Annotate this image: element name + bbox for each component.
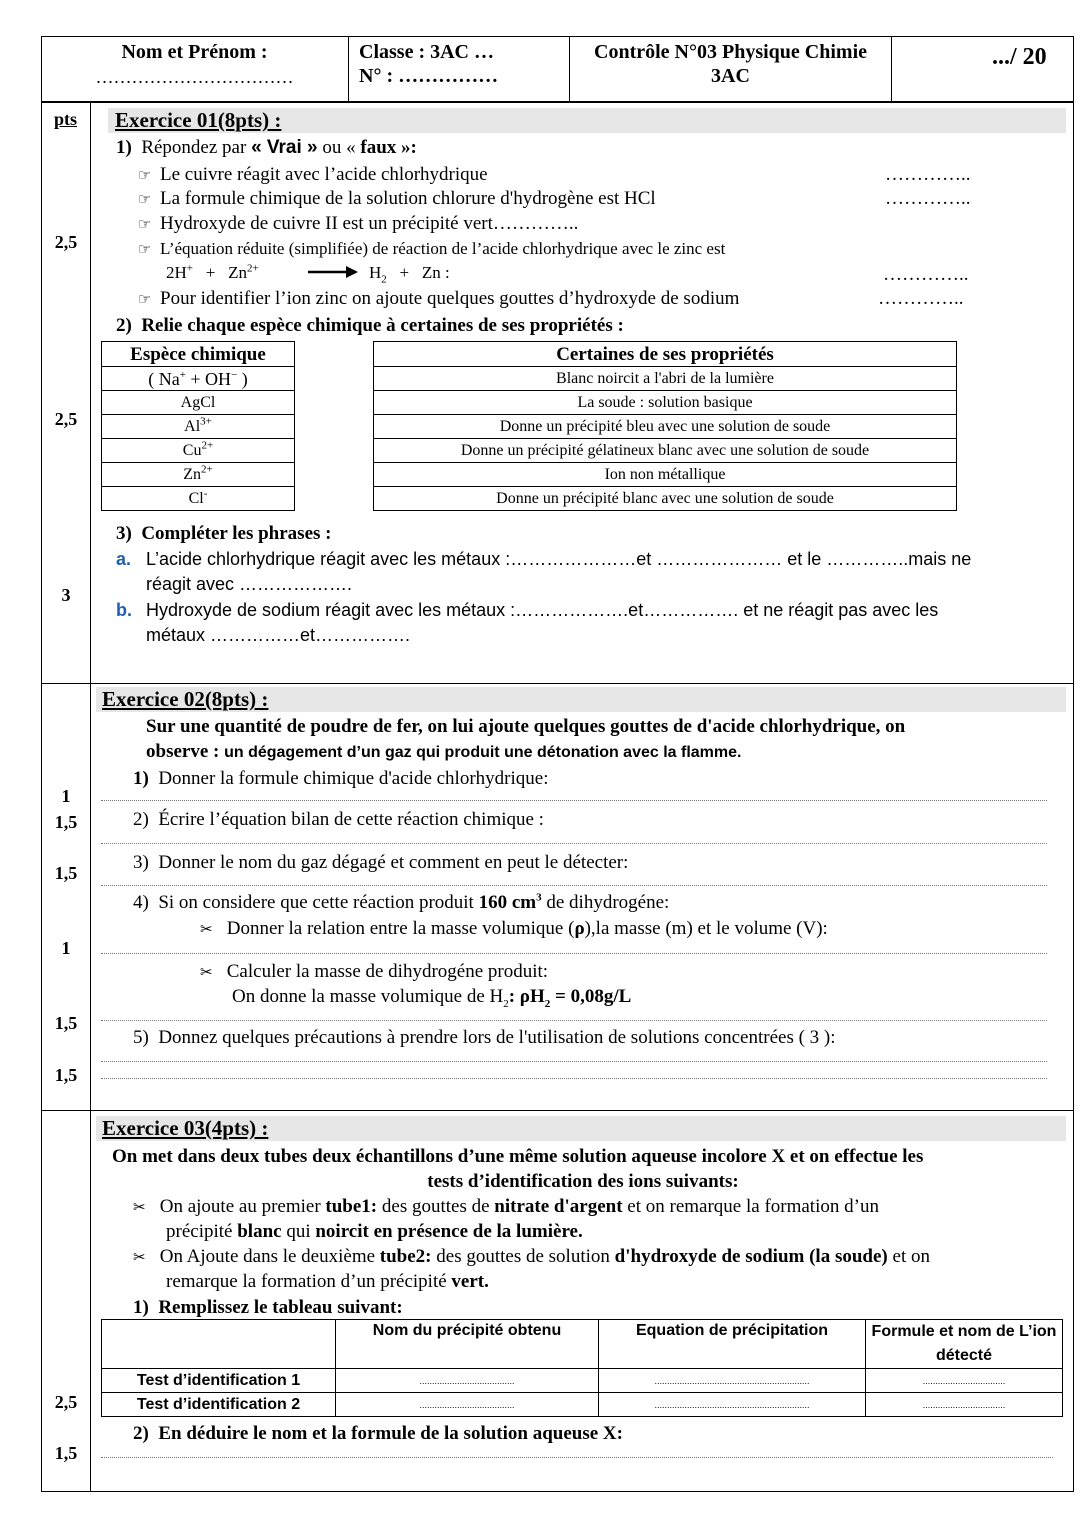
statement-2: ☞ La formule chimique de la solution chlorure d'hydrogène est HCl — [138, 188, 656, 209]
cell-input[interactable]: ...................................... — [336, 1393, 599, 1417]
ex2-q4-data: On donne la masse volumique de $H_2$: $\rho H_2 = 0,08g/L$ — [232, 986, 632, 1010]
points-ex2-q2: 1,5 — [54, 812, 78, 832]
ex2-q4-sub2: ✂ Calculer la masse de dihydrogéne produit: — [200, 961, 549, 982]
properties-header: Certaines de ses propriétés — [374, 342, 957, 367]
answer-4[interactable]: ………….. — [883, 264, 969, 285]
name-field[interactable]: …………………………… — [95, 67, 294, 87]
points-ex2-q4b: 1,5 — [54, 1013, 78, 1033]
table-corner — [102, 1320, 336, 1369]
ex1-q3a: a. L’acide chlorhydrique réagit avec les métaux :…………………et ………………… et le …………..mais ne — [116, 549, 972, 569]
answer-line[interactable] — [101, 885, 1047, 886]
equation-line: 2H+ + $Zn^{2+}$ — [166, 262, 259, 282]
points-ex2-q4a: 1 — [61, 938, 71, 958]
scissors-icon: ✂ — [200, 963, 213, 981]
cell-input[interactable]: .............................................................. — [599, 1393, 866, 1417]
points-ex2-q5: 1,5 — [54, 1065, 78, 1085]
name-cell — [41, 36, 349, 102]
statement-5: ☞ Pour identifier l’ion zinc on ajoute quelques gouttes d’hydroxyde de sodium — [138, 288, 740, 309]
col-header-ion: Formule et nom de L’ion détecté — [866, 1320, 1063, 1369]
answer-line[interactable] — [101, 1020, 1047, 1021]
hand-pointing-icon: ☞ — [138, 240, 152, 258]
equation-products: $H_2$ + Zn : — [369, 263, 450, 286]
cell-input[interactable]: ...................................... — [336, 1369, 599, 1393]
property-cell[interactable]: Ion non métallique — [374, 463, 957, 487]
points-header: pts — [54, 109, 78, 129]
property-cell[interactable]: Blanc noircit a l'abri de la lumière — [374, 367, 957, 391]
answer-5[interactable]: ………….. — [878, 288, 964, 309]
property-cell[interactable]: Donne un précipité bleu avec une solution de soude — [374, 415, 957, 439]
ex2-intro-2: observe : un dégagement d’un gaz qui produit une détonation avec la flamme. — [146, 741, 742, 762]
scissors-icon: ✂ — [133, 1248, 146, 1266]
statement-1: ☞ Le cuivre réagit avec l’acide chlorhydrique — [138, 164, 488, 185]
ex3-bullet-2: ✂ On Ajoute dans le deuxième tube2: des gouttes de solution d'hydroxyde de sodium (la soude) et on — [133, 1246, 930, 1267]
ex3-q1: 1) Remplissez le tableau suivant: — [133, 1297, 403, 1318]
arrow-right-icon — [308, 264, 358, 280]
ex1-q3: 3) Compléter les phrases : — [116, 523, 332, 544]
ex3-bullet-2-line2: remarque la formation d’un précipité vert. — [166, 1271, 489, 1292]
points-column-divider — [90, 102, 91, 1492]
exam-level: 3AC — [711, 65, 750, 87]
title-cell — [570, 36, 892, 102]
ex3-title: Exercice 03(4pts) : — [102, 1116, 269, 1140]
points-ex3-q2: 1,5 — [54, 1443, 78, 1463]
species-table — [101, 341, 295, 511]
answer-line[interactable] — [101, 1061, 1047, 1062]
points-ex1-q2: 2,5 — [54, 409, 78, 429]
row-label: Test d’identification 1 — [102, 1369, 336, 1393]
scissors-icon: ✂ — [133, 1198, 146, 1216]
answer-2[interactable]: ………….. — [885, 188, 971, 209]
table-row — [102, 1369, 1063, 1393]
answer-1[interactable]: ………….. — [885, 164, 971, 185]
ex2-q5: 5) Donnez quelques précautions à prendre lors de l'utilisation de solutions concentrées ( 3 ): — [133, 1027, 836, 1048]
answer-line[interactable] — [101, 1078, 1047, 1079]
ex1-title: Exercice 01(8pts) : — [115, 108, 282, 132]
species-cell[interactable]: $Al^{3+}$ — [102, 415, 295, 439]
ex2-title: Exercice 02(8pts) : — [102, 687, 269, 711]
exam-title: Contrôle N°03 Physique Chimie — [594, 41, 867, 63]
ex3-bullet-1: ✂ On ajoute au premier tube1: des gouttes de nitrate d'argent et on remarque la formation d’un — [133, 1196, 879, 1217]
ex2-q4-sub1: ✂ Donner la relation entre la masse volumique (ρ),la masse (m) et le volume (V): — [200, 918, 828, 939]
class-cell — [349, 36, 570, 102]
species-header: Espèce chimique — [102, 342, 295, 367]
species-cell[interactable]: ( Na+ + OH− ) — [102, 367, 295, 391]
hand-pointing-icon: ☞ — [138, 166, 152, 184]
col-header-equation: Equation de précipitation — [599, 1320, 866, 1369]
answer-line[interactable] — [101, 800, 1047, 801]
section-divider-2 — [41, 1110, 1074, 1111]
identification-table — [101, 1319, 1063, 1417]
row-label: Test d’identification 2 — [102, 1393, 336, 1417]
points-ex2-q3: 1,5 — [54, 863, 78, 883]
ex2-q2: 2) Écrire l’équation bilan de cette réaction chimique : — [133, 809, 544, 830]
ex2-q4: 4) Si on considere que cette réaction produit 160 $cm^3$ de dihydrogéne: — [133, 891, 670, 913]
hand-pointing-icon: ☞ — [138, 190, 152, 208]
class-label: Classe : 3AC … — [359, 41, 494, 63]
cell-input[interactable]: ................................. — [866, 1369, 1063, 1393]
ex1-q3a-line2[interactable]: réagit avec ………………. — [146, 574, 353, 594]
points-ex2-q1: 1 — [61, 786, 71, 806]
statement-3: ☞ Hydroxyde de cuivre II est un précipité vert………….. — [138, 213, 579, 234]
statement-4: ☞ L’équation réduite (simplifiée) de réaction de l’acide chlorhydrique avec le zinc est — [138, 239, 726, 258]
cell-input[interactable]: .............................................................. — [599, 1369, 866, 1393]
col-header-precipitate: Nom du précipité obtenu — [336, 1320, 599, 1369]
ex2-q3: 3) Donner le nom du gaz dégagé et comment en peut le détecter: — [133, 852, 629, 873]
cell-input[interactable]: ................................. — [866, 1393, 1063, 1417]
species-cell[interactable]: AgCl — [102, 391, 295, 415]
section-divider-1 — [41, 683, 1074, 684]
ex1-q2: 2) Relie chaque espèce chimique à certaines de ses propriétés : — [116, 315, 624, 336]
hand-pointing-icon: ☞ — [138, 215, 152, 233]
species-cell[interactable]: $Zn^{2+}$ — [102, 463, 295, 487]
property-cell[interactable]: Donne un précipité blanc avec une solution de soude — [374, 487, 957, 511]
hand-pointing-icon: ☞ — [138, 290, 152, 308]
answer-line[interactable] — [101, 1457, 1053, 1458]
points-ex1-q3: 3 — [61, 585, 71, 605]
answer-line[interactable] — [101, 953, 1047, 954]
table-row — [102, 1393, 1063, 1417]
ex2-q1: 1) Donner la formule chimique d'acide chlorhydrique: — [133, 768, 549, 789]
species-cell[interactable]: $Cu^{2+}$ — [102, 439, 295, 463]
properties-table — [373, 341, 957, 511]
ex2-intro-1: Sur une quantité de poudre de fer, on lui ajoute quelques gouttes de d'acide chlorhydrique, on — [146, 716, 906, 737]
ex3-bullet-1-line2: précipité blanc qui noircit en présence de la lumière. — [166, 1221, 583, 1242]
score-field[interactable]: .../ 20 — [992, 44, 1047, 70]
property-cell[interactable]: Donne un précipité gélatineux blanc avec une solution de soude — [374, 439, 957, 463]
points-ex1-q1: 2,5 — [54, 232, 78, 252]
answer-line[interactable] — [101, 843, 1047, 844]
ex1-q3b-line2[interactable]: métaux ……………et……………. — [146, 625, 411, 645]
ex1-q3b: b. Hydroxyde de sodium réagit avec les métaux :……………….et……………. et ne réagit pas avec les — [116, 600, 939, 620]
ex3-intro-1: On met dans deux tubes deux échantillons d’une même solution aqueuse incolore X et on effectue les — [112, 1146, 924, 1167]
species-cell[interactable]: Cl- — [102, 487, 295, 511]
number-label: N° : …………… — [359, 65, 499, 87]
scissors-icon: ✂ — [200, 920, 213, 938]
name-label: Nom et Prénom : — [121, 41, 268, 63]
points-ex3-q1: 2,5 — [54, 1392, 78, 1412]
property-cell[interactable]: La soude : solution basique — [374, 391, 957, 415]
ex3-intro-2: tests d’identification des ions suivants: — [427, 1171, 739, 1192]
ex1-q1: 1) Répondez par « Vrai » ou « faux »: — [116, 137, 417, 158]
ex3-q2: 2) En déduire le nom et la formule de la solution aqueuse X: — [133, 1423, 623, 1444]
